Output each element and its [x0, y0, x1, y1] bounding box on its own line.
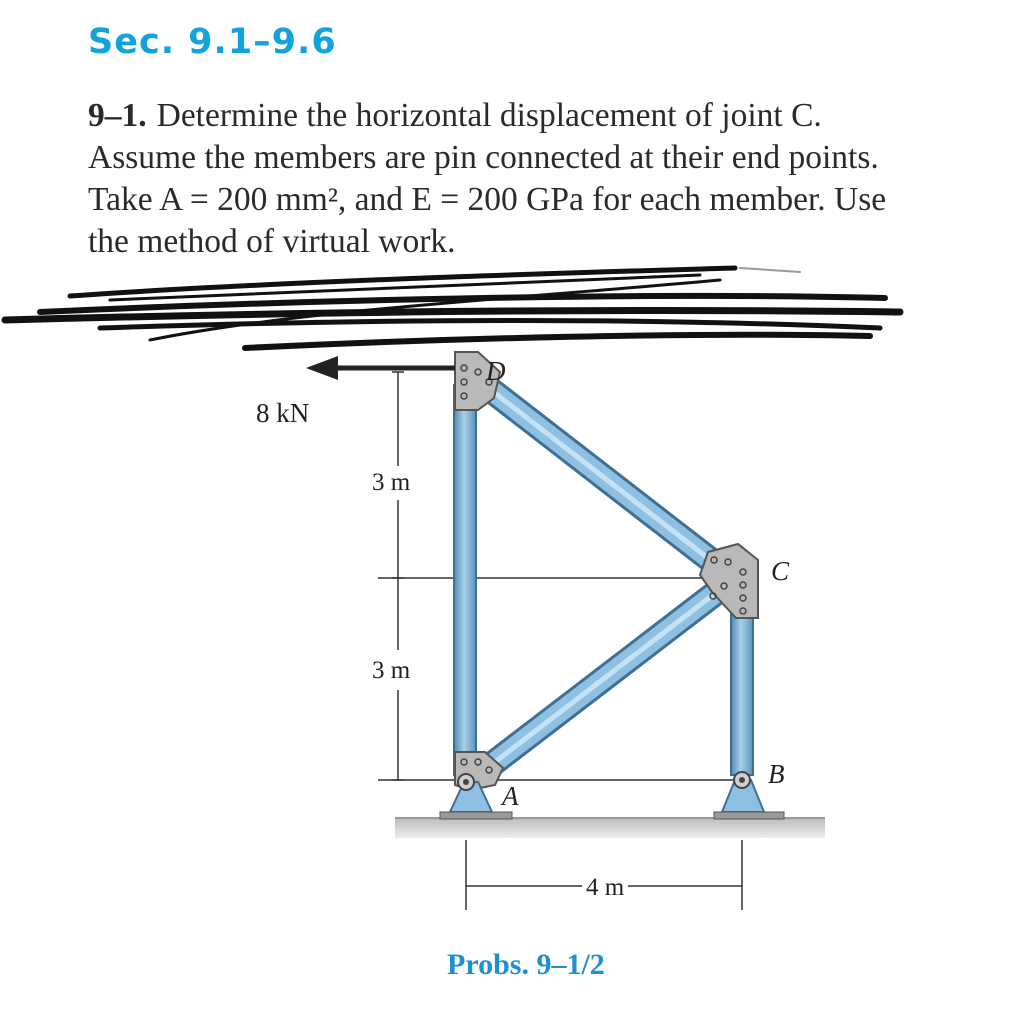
problem-line-2: Assume the members are pin connected at their end points. — [88, 139, 879, 176]
joint-d-label: D — [486, 356, 506, 386]
dimension-lower-label: 3 m — [372, 657, 411, 684]
load-arrow — [306, 356, 455, 380]
dimension-upper-label: 3 m — [372, 469, 411, 496]
figure-caption: Probs. 9–1/2 — [447, 948, 605, 981]
joint-a-label: A — [502, 781, 519, 811]
problem-line-3: Take A = 200 mm², and E = 200 GPa for each member. Use — [88, 181, 887, 218]
dimension-base-label: 4 m — [586, 874, 625, 901]
member-cb — [731, 595, 753, 775]
scribble-out-marks — [5, 268, 900, 348]
load-label: 8 kN — [256, 398, 310, 428]
problem-line-4: the method of virtual work. — [88, 223, 456, 260]
member-ad — [454, 385, 476, 775]
problem-line-1: 9–1. Determine the horizontal displacement of joint C. — [88, 97, 822, 134]
ground — [395, 818, 825, 838]
joint-c-label: C — [771, 556, 790, 586]
problem-number: 9–1. — [88, 97, 147, 134]
joint-b-label: B — [768, 759, 785, 789]
vertical-dimension — [392, 372, 404, 780]
section-title: Sec. 9.1–9.6 — [88, 22, 337, 62]
